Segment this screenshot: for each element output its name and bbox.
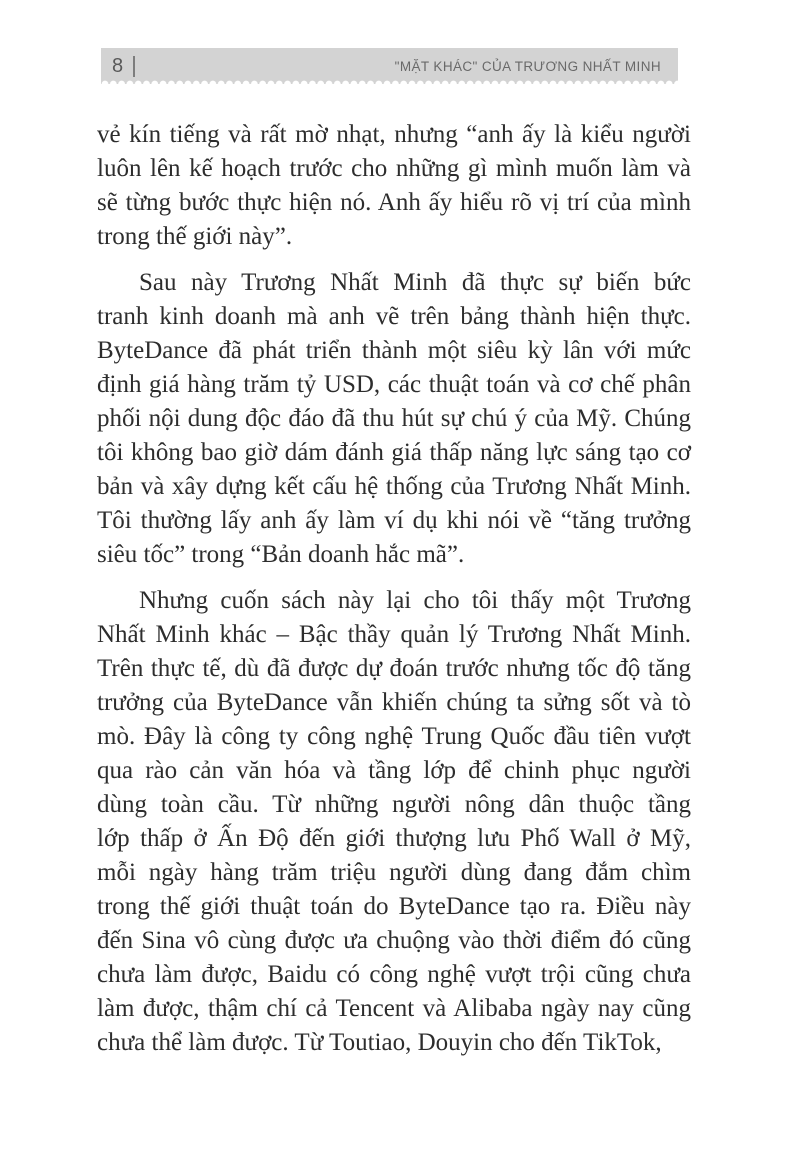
text-line: bản và xây dựng kết cấu hệ thống của Trương Nhất Minh. bbox=[97, 473, 691, 500]
text-line: tranh kinh doanh mà anh vẽ trên bảng thành hiện thực. bbox=[97, 303, 691, 330]
text-line: Sau này Trương Nhất Minh đã thực sự biến bức bbox=[139, 269, 691, 296]
text-line: luôn lên kế hoạch trước cho những gì mình muốn làm và bbox=[97, 155, 691, 182]
text-line: chưa thể làm được. Từ Toutiao, Douyin cho đến TikTok, bbox=[97, 1029, 662, 1056]
text-line: đến Sina vô cùng được ưa chuộng vào thời điểm đó cũng bbox=[97, 927, 691, 954]
paragraph bbox=[97, 118, 691, 254]
text-line: lớp thấp ở Ấn Độ đến giới thượng lưu Phố Wall ở Mỹ, bbox=[97, 825, 691, 852]
page-number: 8 bbox=[112, 55, 124, 77]
running-header-bar bbox=[101, 48, 678, 84]
text-line: mỗi ngày hàng trăm triệu người dùng đang đắm chìm bbox=[97, 859, 691, 886]
running-header bbox=[101, 48, 678, 84]
text-line: chưa làm được, Baidu có công nghệ vượt trội cũng chưa bbox=[97, 961, 691, 988]
text-line: ByteDance đã phát triển thành một siêu kỳ lân với mức bbox=[97, 337, 691, 364]
paragraph bbox=[97, 266, 691, 572]
text-line: trưởng của ByteDance vẫn khiến chúng ta sửng sốt và tò bbox=[97, 689, 691, 716]
page-number-divider bbox=[133, 56, 135, 77]
body-text bbox=[97, 118, 691, 1072]
text-line: tôi không bao giờ dám đánh giá thấp năng lực sáng tạo cơ bbox=[97, 439, 691, 466]
text-line: siêu tốc” trong “Bản doanh hắc mã”. bbox=[97, 541, 465, 568]
running-title: "MẶT KHÁC" CỦA TRƯƠNG NHẤT MINH bbox=[394, 58, 661, 74]
text-line: Nhưng cuốn sách này lại cho tôi thấy một Trương bbox=[139, 587, 691, 614]
text-line: mò. Đây là công ty công nghệ Trung Quốc đầu tiên vượt bbox=[97, 723, 691, 750]
text-line: định giá hàng trăm tỷ USD, các thuật toán và cơ chế phân bbox=[97, 371, 691, 398]
paragraph bbox=[97, 584, 691, 1060]
text-line: Nhất Minh khác – Bậc thầy quản lý Trương Nhất Minh. bbox=[97, 621, 691, 648]
text-line: trong thế giới thuật toán do ByteDance tạo ra. Điều này bbox=[97, 893, 691, 920]
text-line: Tôi thường lấy anh ấy làm ví dụ khi nói về “tăng trưởng bbox=[97, 507, 691, 534]
text-line: phối nội dung độc đáo đã thu hút sự chú ý của Mỹ. Chúng bbox=[97, 405, 691, 432]
text-line: vẻ kín tiếng và rất mờ nhạt, nhưng “anh ấy là kiểu người bbox=[97, 121, 691, 148]
text-line: qua rào cản văn hóa và tầng lớp để chinh phục người bbox=[97, 757, 691, 784]
text-line: sẽ từng bước thực hiện nó. Anh ấy hiểu rõ vị trí của mình bbox=[97, 189, 691, 216]
text-line: dùng toàn cầu. Từ những người nông dân thuộc tầng bbox=[97, 791, 691, 818]
text-line: làm được, thậm chí cả Tencent và Alibaba ngày nay cũng bbox=[97, 995, 691, 1022]
text-line: Trên thực tế, dù đã được dự đoán trước nhưng tốc độ tăng bbox=[97, 655, 691, 682]
text-line: trong thế giới này”. bbox=[97, 223, 293, 250]
page-number-group bbox=[112, 56, 135, 77]
